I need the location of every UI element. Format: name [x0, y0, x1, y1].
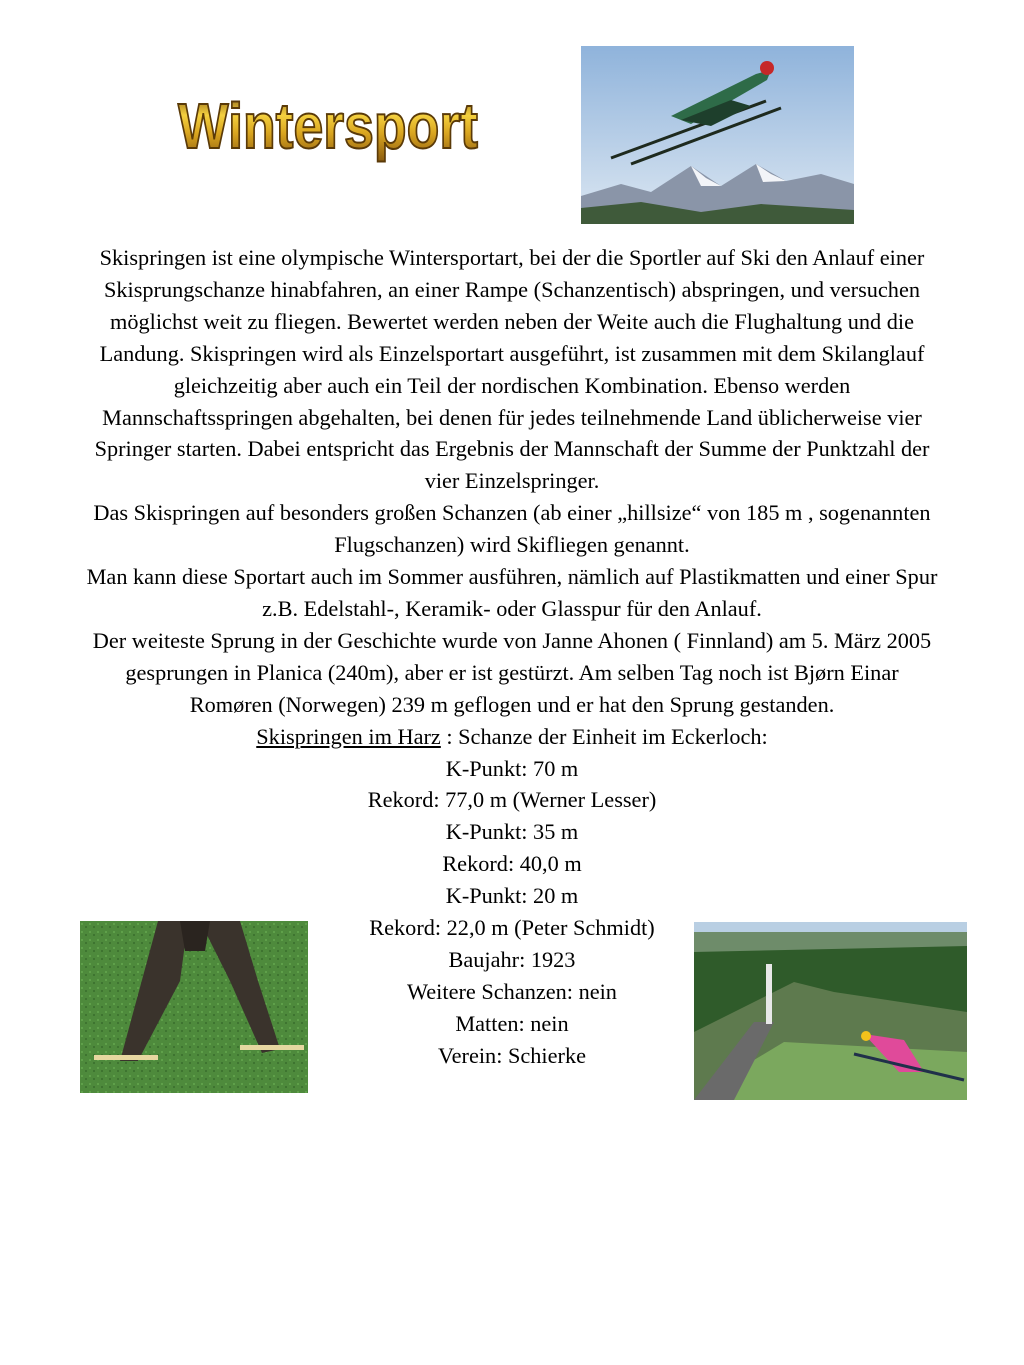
harz-record-40: Rekord: 40,0 m [442, 851, 582, 877]
page-title [168, 58, 488, 178]
harz-link[interactable]: Skispringen im Harz [256, 723, 441, 749]
harz-record-22: Rekord: 22,0 m (Peter Schmidt) [369, 915, 655, 941]
summer-paragraph: Man kann diese Sportart auch im Sommer ausführen, nämlich auf Plastikmatten und einer Spur z.B. Edelstahl-, Keramik- oder Glasspur für den Anlauf. [86, 564, 938, 621]
harz-heading [84, 721, 940, 753]
intro-paragraph: Skispringen ist eine olympische Wintersportart, bei der die Sportler auf Ski den Anlauf einer Skisprungschanze hinabfahren, an einer Rampe (Schanzentisch) abspringen, und versuchen möglichst weit zu fliegen. Bewertet werden neben der Weite auch die Flughaltung und die Landung. Skispringen wird als Einzelsportart ausgeführt, ist zusammen mit dem Skilanglauf gleichzeitig aber auch ein Teil der nordischen Kombination. Ebenso werden Mannschaftsspringen abgehalten, bei denen für jedes teilnehmende Land üblicherweise vier Springer starten. Dabei entspricht das Ergebnis der Mannschaft der Summe der Punktzahl der vier Einzelspringer. [94, 245, 930, 494]
skifliegen-paragraph: Das Skispringen auf besonders großen Schanzen (ab einer „hillsize“ von 185 m , sogenannten Flugschanzen) wird Skifliegen genannt. [93, 500, 931, 558]
harz-other-hills: Weitere Schanzen: nein [407, 978, 617, 1004]
record-paragraph: Der weiteste Sprung in der Geschichte wurde von Janne Ahonen ( Finnland) am 5. März 2005 gesprungen in Planica (240m), aber er ist gestürzt. Am selben Tag noch ist Bjørn Einar Romøren (Norwegen) 239 m geflogen und er hat den Sprung gestanden. [92, 627, 932, 717]
harz-record-77: Rekord: 77,0 m (Werner Lesser) [367, 787, 657, 813]
harz-heading-rest: : Schanze der Einheit im Eckerloch: [440, 723, 768, 749]
ski-jumper-flight-photo [581, 46, 854, 224]
harz-k-point-70: K-Punkt: 70 m [445, 755, 579, 781]
harz-club: Verein: Schierke [438, 1042, 586, 1068]
ski-landing-legs-photo [80, 921, 308, 1093]
harz-k-point-20: K-Punkt: 20 m [445, 883, 579, 909]
title-wordart [168, 58, 488, 178]
harz-build-year: Baujahr: 1923 [448, 946, 576, 972]
ski-jump-hill-photo [694, 922, 967, 1100]
harz-k-point-35: K-Punkt: 35 m [445, 819, 579, 845]
harz-mats: Matten: nein [455, 1010, 569, 1036]
title-text: Wintersport [178, 90, 478, 162]
